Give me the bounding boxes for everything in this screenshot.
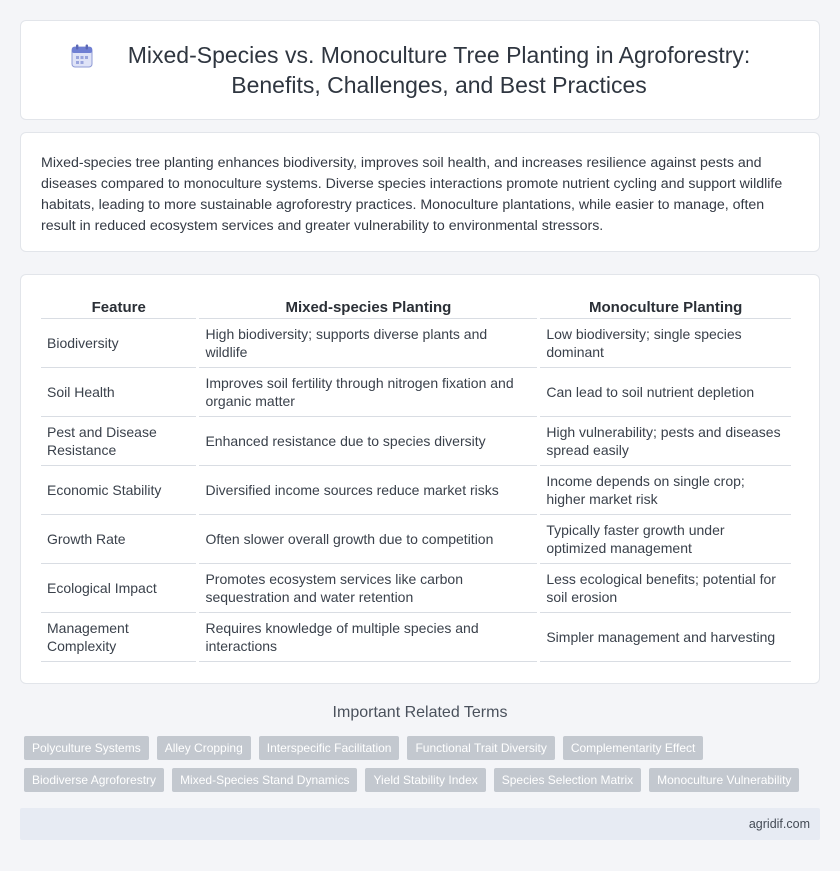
table-row xyxy=(41,564,791,613)
mixed-cell: Requires knowledge of multiple species and interactions xyxy=(199,613,537,662)
related-terms-list xyxy=(24,736,824,792)
header-monoculture: Monoculture Planting xyxy=(540,293,791,319)
related-term-tag[interactable]: Polyculture Systems xyxy=(24,736,149,760)
source-link[interactable]: agridif.com xyxy=(748,817,810,831)
related-term-tag[interactable]: Complementarity Effect xyxy=(563,736,704,760)
feature-cell: Economic Stability xyxy=(41,466,196,515)
table-row xyxy=(41,319,791,368)
related-term-tag[interactable]: Interspecific Facilitation xyxy=(259,736,400,760)
monoculture-cell: Low biodiversity; single species dominant xyxy=(540,319,791,368)
intro-paragraph: Mixed-species tree planting enhances biodiversity, improves soil health, and increases resilience against pests and diseases compared to monoculture systems. Diverse species interactions promote nutrient cycling and support wildlife habitats, leading to more sustainable agroforestry practices. Monoculture plantations, while easier to manage, often result in reduced ecosystem services and greater vulnerability to environmental stressors. xyxy=(41,155,783,234)
monoculture-cell: Income depends on single crop; higher market risk xyxy=(540,466,791,515)
intro-card xyxy=(20,132,820,252)
comparison-card xyxy=(20,274,820,684)
mixed-cell: Often slower overall growth due to competition xyxy=(199,515,537,564)
related-term-tag[interactable]: Functional Trait Diversity xyxy=(407,736,554,760)
table-row xyxy=(41,466,791,515)
feature-cell: Pest and Disease Resistance xyxy=(41,417,196,466)
table-row xyxy=(41,417,791,466)
related-term-tag[interactable]: Species Selection Matrix xyxy=(494,768,641,792)
comparison-table xyxy=(38,293,794,662)
page-title: Mixed-Species vs. Monoculture Tree Planting in Agroforestry: Benefits, Challenges, and Best Practices xyxy=(127,42,751,98)
feature-cell: Soil Health xyxy=(41,368,196,417)
footer-bar xyxy=(20,808,820,840)
monoculture-cell: Less ecological benefits; potential for soil erosion xyxy=(540,564,791,613)
related-term-tag[interactable]: Mixed-Species Stand Dynamics xyxy=(172,768,357,792)
mixed-cell: High biodiversity; supports diverse plants and wildlife xyxy=(199,319,537,368)
feature-cell: Ecological Impact xyxy=(41,564,196,613)
related-term-tag[interactable]: Yield Stability Index xyxy=(365,768,485,792)
header-mixed: Mixed-species Planting xyxy=(199,293,537,319)
related-term-tag[interactable]: Biodiverse Agroforestry xyxy=(24,768,164,792)
related-terms-heading: Important Related Terms xyxy=(332,704,508,721)
feature-cell: Growth Rate xyxy=(41,515,196,564)
feature-cell: Management Complexity xyxy=(41,613,196,662)
mixed-cell: Improves soil fertility through nitrogen fixation and organic matter xyxy=(199,368,537,417)
mixed-cell: Promotes ecosystem services like carbon sequestration and water retention xyxy=(199,564,537,613)
monoculture-cell: Simpler management and harvesting xyxy=(540,613,791,662)
header-feature: Feature xyxy=(41,293,196,319)
related-term-tag[interactable]: Monoculture Vulnerability xyxy=(649,768,799,792)
mixed-cell: Enhanced resistance due to species diversity xyxy=(199,417,537,466)
mixed-cell: Diversified income sources reduce market risks xyxy=(199,466,537,515)
table-row xyxy=(41,613,791,662)
title-card xyxy=(20,20,820,120)
table-row xyxy=(41,368,791,417)
feature-cell: Biodiversity xyxy=(41,319,196,368)
monoculture-cell: High vulnerability; pests and diseases spread easily xyxy=(540,417,791,466)
related-term-tag[interactable]: Alley Cropping xyxy=(157,736,251,760)
table-header-row xyxy=(41,293,791,319)
monoculture-cell: Can lead to soil nutrient depletion xyxy=(540,368,791,417)
table-row xyxy=(41,515,791,564)
title-wrap xyxy=(71,40,769,100)
monoculture-cell: Typically faster growth under optimized management xyxy=(540,515,791,564)
calendar-icon xyxy=(71,44,93,73)
